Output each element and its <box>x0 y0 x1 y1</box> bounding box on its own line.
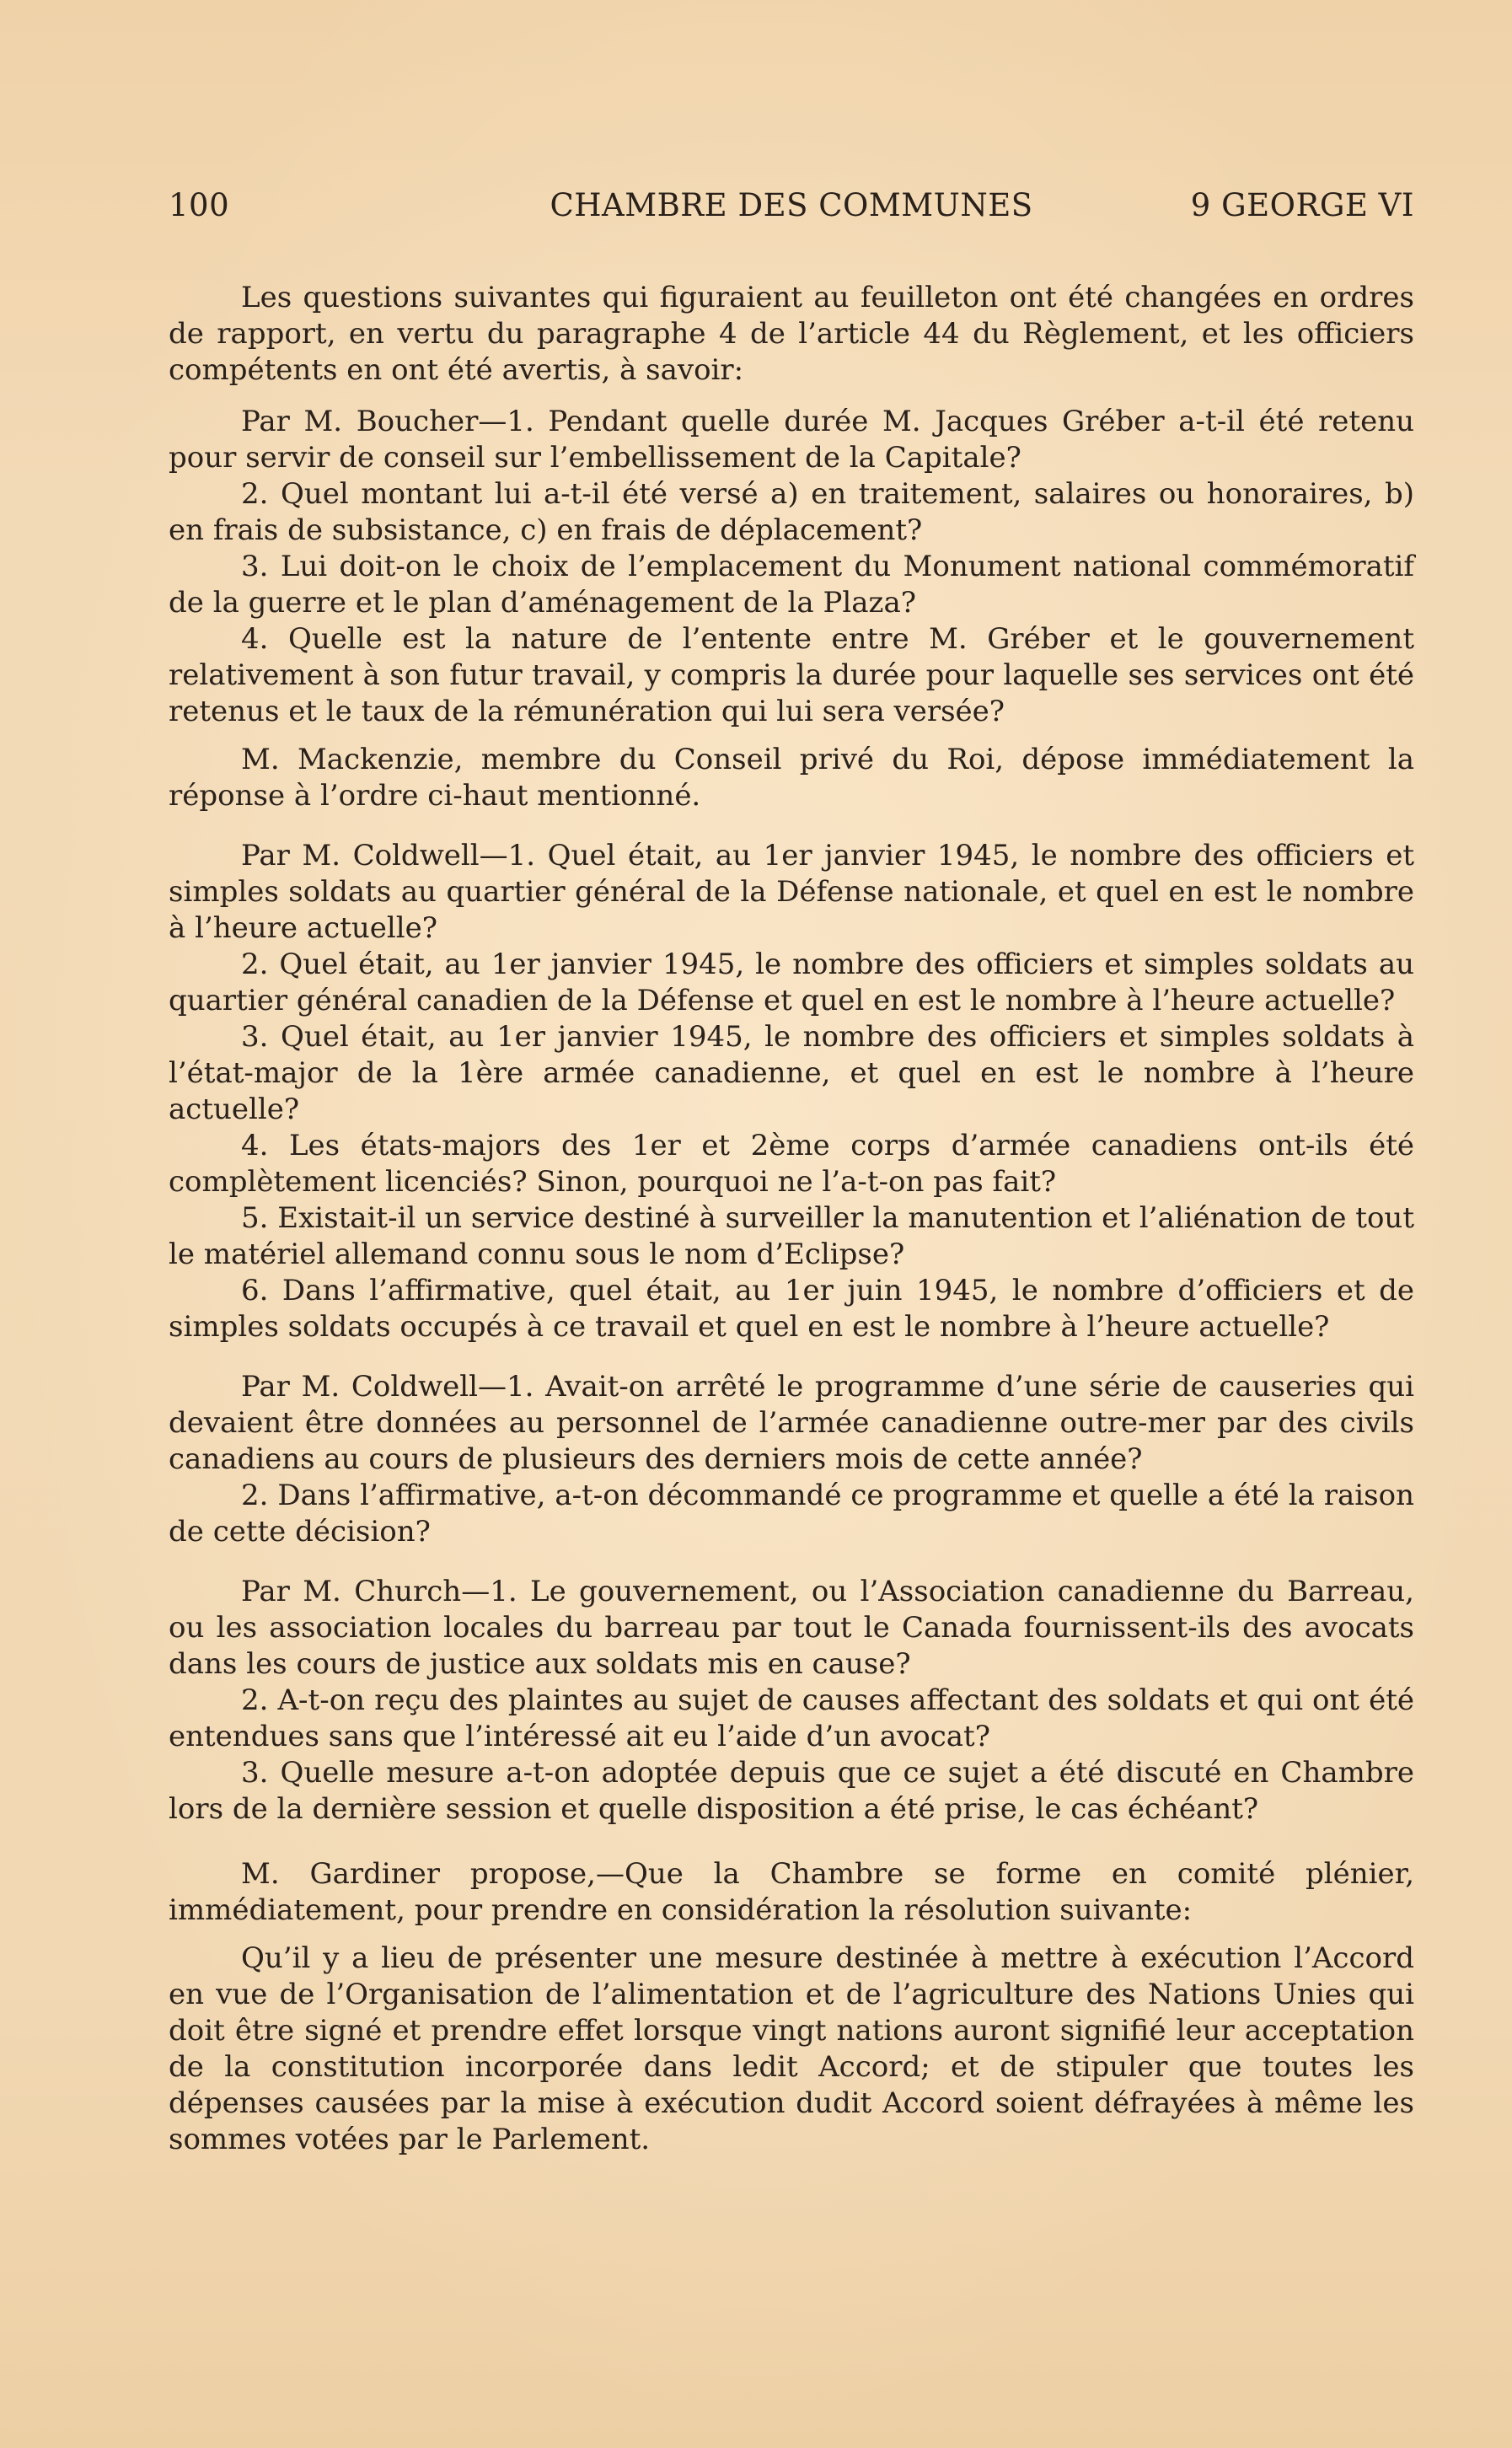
question-church-1: Par M. Church—1. Le gouvernement, ou l’Association canadienne du Barreau, ou les association locales du barreau par tout le Canada fournissent-ils des avocats dans les cours de justice aux soldats mis en cause? <box>169 1575 1414 1681</box>
question-coldwell-2: 2. Quel était, au 1er janvier 1945, le nombre des officiers et simples soldats au quartier général canadien de la Défense et quel en est le nombre à l’heure actuelle? <box>169 948 1414 1017</box>
journal-body <box>169 280 1414 2158</box>
question-coldwell-5: 5. Existait-il un service destiné à surveiller la manutention et l’aliénation de tout le matériel allemand connu sous le nom d’Eclipse? <box>169 1201 1414 1271</box>
question-boucher-2: 2. Quel montant lui a-t-il été versé a) en traitement, salaires ou honoraires, b) en frais de subsistance, c) en frais de déplacement? <box>169 477 1414 547</box>
mackenzie-answer: M. Mackenzie, membre du Conseil privé du Roi, dépose immédiatement la réponse à l’ordre ci-haut mentionné. <box>169 743 1414 813</box>
question-coldwell-3: 3. Quel était, au 1er janvier 1945, le nombre des officiers et simples soldats à l’état-major de la 1ère armée canadienne, et quel en est le nombre à l’heure actuelle? <box>169 1020 1414 1126</box>
chamber-title: CHAMBRE DES COMMUNES <box>550 187 1033 223</box>
question-coldwell-4: 4. Les états-majors des 1er et 2ème corps d’armée canadiens ont-ils été complètement licenciés? Sinon, pourquoi ne l’a-t-on pas fait? <box>169 1129 1414 1199</box>
question-boucher-1: Par M. Boucher—1. Pendant quelle durée M. Jacques Gréber a-t-il été retenu pour servir de conseil sur l’embellissement de la Capitale? <box>169 405 1414 475</box>
question-coldwell-1: Par M. Coldwell—1. Quel était, au 1er janvier 1945, le nombre des officiers et simples soldats au quartier général de la Défense nationale, et quel en est le nombre à l’heure actuelle? <box>169 839 1414 945</box>
resolution-text: Qu’il y a lieu de présenter une mesure destinée à mettre à exécution l’Accord en vue de l’Organisation de l’alimentation et de l’agriculture des Nations Unies qui doit être signé et prendre effet lorsque vingt nations auront signifié leur acceptation de la constitution incorporée dans ledit Accord; et de stipuler que toutes les dépenses causées par la mise à exécution dudit Accord soient défrayées à même les sommes votées par le Parlement. <box>169 1941 1414 2156</box>
gardiner-motion: M. Gardiner propose,—Que la Chambre se forme en comité plénier, immédiatement, pour prendre en considération la résolution suivante: <box>169 1857 1414 1927</box>
page-number: 100 <box>169 187 230 223</box>
question-church-2: 2. A-t-on reçu des plaintes au sujet de causes affectant des soldats et qui ont été entendues sans que l’intéressé ait eu l’aide d’un avocat? <box>169 1683 1414 1753</box>
question-coldwell-6: 6. Dans l’affirmative, quel était, au 1er juin 1945, le nombre d’officiers et de simples soldats occupés à ce travail et quel en est le nombre à l’heure actuelle? <box>169 1274 1414 1344</box>
question-boucher-3: 3. Lui doit-on le choix de l’emplacement du Monument national commémoratif de la guerre et le plan d’aménagement de la Plaza? <box>169 550 1414 620</box>
session-label: 9 GEORGE VI <box>1190 187 1414 223</box>
question-boucher-4: 4. Quelle est la nature de l’entente entre M. Gréber et le gouvernement relativement à son futur travail, y compris la durée pour laquelle ses services ont été retenus et le taux de la rémunération qui lui sera versée? <box>169 622 1414 728</box>
running-header <box>169 187 1414 231</box>
intro-paragraph: Les questions suivantes qui figuraient au feuilleton ont été changées en ordres de rapport, en vertu du paragraphe 4 de l’article 44 du Règlement, et les officiers compétents en ont été avertis, à savoir: <box>169 281 1414 387</box>
question-coldwell-b-2: 2. Dans l’affirmative, a-t-on décommandé ce programme et quelle a été la raison de cette décision? <box>169 1479 1414 1549</box>
question-church-3: 3. Quelle mesure a-t-on adoptée depuis que ce sujet a été discuté en Chambre lors de la dernière session et quelle disposition a été prise, le cas échéant? <box>169 1756 1414 1826</box>
question-coldwell-b-1: Par M. Coldwell—1. Avait-on arrêté le programme d’une série de causeries qui devaient être données au personnel de l’armée canadienne outre-mer par des civils canadiens au cours de plusieurs des derniers mois de cette année? <box>169 1370 1414 1476</box>
